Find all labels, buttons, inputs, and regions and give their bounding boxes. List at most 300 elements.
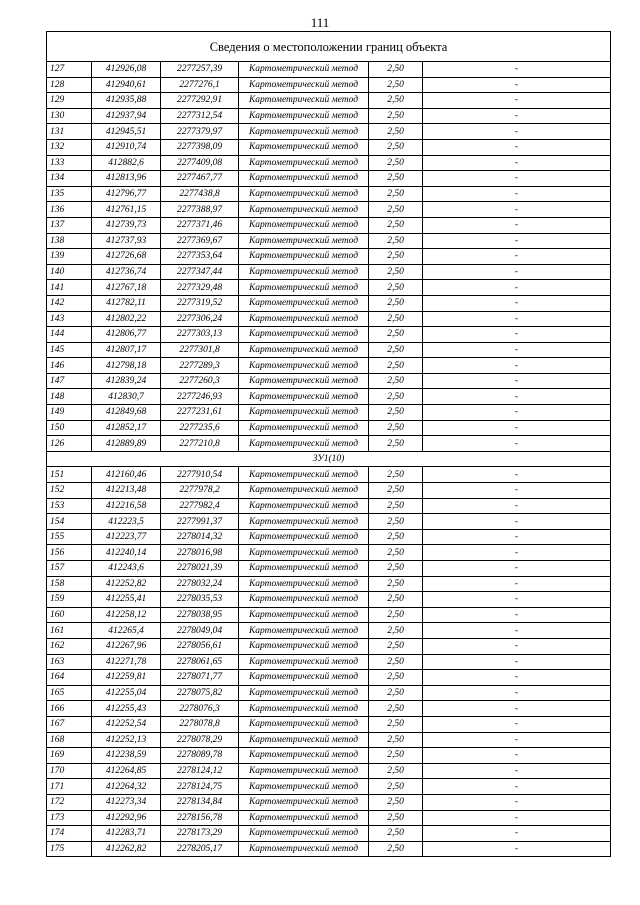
cell-coordinate-y: 2277306,24 xyxy=(161,311,239,327)
cell-coordinate-y: 2277388,97 xyxy=(161,202,239,218)
table-row xyxy=(47,732,611,748)
cell-method: Картометрический метод xyxy=(239,77,369,93)
cell-description: - xyxy=(423,483,611,499)
table-row xyxy=(47,264,611,280)
cell-coordinate-x: 412160,46 xyxy=(92,467,161,483)
cell-point-number: 127 xyxy=(47,62,92,78)
cell-coordinate-x: 412806,77 xyxy=(92,327,161,343)
cell-coordinate-y: 2277301,8 xyxy=(161,342,239,358)
cell-accuracy: 2,50 xyxy=(369,77,423,93)
cell-coordinate-y: 2278124,75 xyxy=(161,779,239,795)
cell-description: - xyxy=(423,607,611,623)
table-row xyxy=(47,623,611,639)
table-row xyxy=(47,685,611,701)
cell-coordinate-x: 412255,43 xyxy=(92,701,161,717)
cell-point-number: 164 xyxy=(47,670,92,686)
cell-point-number: 139 xyxy=(47,249,92,265)
table-row xyxy=(47,716,611,732)
cell-description: - xyxy=(423,654,611,670)
cell-description: - xyxy=(423,732,611,748)
cell-point-number: 144 xyxy=(47,327,92,343)
cell-accuracy: 2,50 xyxy=(369,701,423,717)
cell-coordinate-x: 412937,94 xyxy=(92,108,161,124)
cell-description: - xyxy=(423,405,611,421)
cell-description: - xyxy=(423,794,611,810)
cell-method: Картометрический метод xyxy=(239,342,369,358)
cell-coordinate-x: 412940,61 xyxy=(92,77,161,93)
table-row xyxy=(47,670,611,686)
cell-point-number: 141 xyxy=(47,280,92,296)
cell-point-number: 168 xyxy=(47,732,92,748)
cell-description: - xyxy=(423,171,611,187)
cell-coordinate-y: 2277371,46 xyxy=(161,217,239,233)
cell-coordinate-y: 2277379,97 xyxy=(161,124,239,140)
cell-description: - xyxy=(423,233,611,249)
cell-method: Картометрический метод xyxy=(239,779,369,795)
cell-coordinate-y: 2277210,8 xyxy=(161,436,239,452)
table-row xyxy=(47,436,611,452)
cell-coordinate-y: 2277398,09 xyxy=(161,139,239,155)
section-label: ЗУ1(10) xyxy=(47,451,611,467)
cell-description: - xyxy=(423,810,611,826)
table-row xyxy=(47,810,611,826)
table-row xyxy=(47,186,611,202)
cell-coordinate-x: 412882,6 xyxy=(92,155,161,171)
cell-description: - xyxy=(423,295,611,311)
cell-accuracy: 2,50 xyxy=(369,217,423,233)
table-row xyxy=(47,467,611,483)
cell-method: Картометрический метод xyxy=(239,576,369,592)
cell-method: Картометрический метод xyxy=(239,389,369,405)
cell-description: - xyxy=(423,436,611,452)
table-row xyxy=(47,108,611,124)
cell-method: Картометрический метод xyxy=(239,561,369,577)
cell-coordinate-y: 2277982,4 xyxy=(161,498,239,514)
cell-description: - xyxy=(423,592,611,608)
cell-point-number: 147 xyxy=(47,373,92,389)
cell-coordinate-y: 2277991,37 xyxy=(161,514,239,530)
cell-coordinate-x: 412264,32 xyxy=(92,779,161,795)
cell-method: Картометрический метод xyxy=(239,186,369,202)
cell-coordinate-y: 2277231,61 xyxy=(161,405,239,421)
cell-point-number: 149 xyxy=(47,405,92,421)
cell-coordinate-x: 412292,96 xyxy=(92,810,161,826)
cell-coordinate-x: 412223,5 xyxy=(92,514,161,530)
table-row xyxy=(47,607,611,623)
cell-coordinate-y: 2277260,3 xyxy=(161,373,239,389)
cell-coordinate-y: 2278071,77 xyxy=(161,670,239,686)
cell-coordinate-x: 412767,18 xyxy=(92,280,161,296)
cell-coordinate-y: 2277467,77 xyxy=(161,171,239,187)
cell-description: - xyxy=(423,467,611,483)
table-body xyxy=(47,32,611,857)
table-row xyxy=(47,311,611,327)
cell-coordinate-x: 412830,7 xyxy=(92,389,161,405)
cell-accuracy: 2,50 xyxy=(369,373,423,389)
cell-coordinate-x: 412839,24 xyxy=(92,373,161,389)
cell-coordinate-x: 412223,77 xyxy=(92,529,161,545)
cell-method: Картометрический метод xyxy=(239,841,369,857)
cell-description: - xyxy=(423,342,611,358)
cell-point-number: 165 xyxy=(47,685,92,701)
cell-method: Картометрический метод xyxy=(239,93,369,109)
cell-description: - xyxy=(423,561,611,577)
cell-point-number: 158 xyxy=(47,576,92,592)
cell-accuracy: 2,50 xyxy=(369,514,423,530)
table-row xyxy=(47,171,611,187)
cell-accuracy: 2,50 xyxy=(369,186,423,202)
cell-accuracy: 2,50 xyxy=(369,249,423,265)
cell-method: Картометрический метод xyxy=(239,405,369,421)
cell-method: Картометрический метод xyxy=(239,280,369,296)
cell-coordinate-y: 2278078,29 xyxy=(161,732,239,748)
table-row xyxy=(47,217,611,233)
cell-method: Картометрический метод xyxy=(239,529,369,545)
cell-accuracy: 2,50 xyxy=(369,342,423,358)
cell-method: Картометрический метод xyxy=(239,311,369,327)
cell-point-number: 146 xyxy=(47,358,92,374)
cell-method: Картометрический метод xyxy=(239,810,369,826)
cell-method: Картометрический метод xyxy=(239,592,369,608)
cell-accuracy: 2,50 xyxy=(369,436,423,452)
cell-description: - xyxy=(423,826,611,842)
cell-description: - xyxy=(423,77,611,93)
cell-method: Картометрический метод xyxy=(239,716,369,732)
cell-coordinate-y: 2277276,1 xyxy=(161,77,239,93)
cell-coordinate-y: 2278173,29 xyxy=(161,826,239,842)
cell-description: - xyxy=(423,217,611,233)
cell-coordinate-x: 412910,74 xyxy=(92,139,161,155)
table-row xyxy=(47,529,611,545)
cell-coordinate-x: 412255,04 xyxy=(92,685,161,701)
cell-accuracy: 2,50 xyxy=(369,202,423,218)
cell-method: Картометрический метод xyxy=(239,654,369,670)
cell-point-number: 150 xyxy=(47,420,92,436)
cell-accuracy: 2,50 xyxy=(369,561,423,577)
cell-method: Картометрический метод xyxy=(239,124,369,140)
table-row xyxy=(47,295,611,311)
table-row xyxy=(47,62,611,78)
cell-coordinate-x: 412255,41 xyxy=(92,592,161,608)
cell-description: - xyxy=(423,763,611,779)
cell-description: - xyxy=(423,670,611,686)
cell-description: - xyxy=(423,186,611,202)
cell-method: Картометрический метод xyxy=(239,139,369,155)
cell-point-number: 169 xyxy=(47,748,92,764)
cell-coordinate-x: 412782,11 xyxy=(92,295,161,311)
cell-point-number: 172 xyxy=(47,794,92,810)
cell-description: - xyxy=(423,358,611,374)
table-title: Сведения о местоположении границ объекта xyxy=(47,32,611,62)
cell-point-number: 171 xyxy=(47,779,92,795)
cell-coordinate-x: 412259,81 xyxy=(92,670,161,686)
cell-method: Картометрический метод xyxy=(239,763,369,779)
cell-description: - xyxy=(423,311,611,327)
cell-coordinate-x: 412243,6 xyxy=(92,561,161,577)
cell-accuracy: 2,50 xyxy=(369,545,423,561)
cell-method: Картометрический метод xyxy=(239,701,369,717)
table-row xyxy=(47,763,611,779)
cell-point-number: 167 xyxy=(47,716,92,732)
cell-coordinate-x: 412264,85 xyxy=(92,763,161,779)
cell-coordinate-x: 412798,18 xyxy=(92,358,161,374)
cell-description: - xyxy=(423,514,611,530)
cell-accuracy: 2,50 xyxy=(369,826,423,842)
cell-description: - xyxy=(423,748,611,764)
cell-point-number: 161 xyxy=(47,623,92,639)
cell-coordinate-x: 412262,82 xyxy=(92,841,161,857)
cell-description: - xyxy=(423,93,611,109)
cell-accuracy: 2,50 xyxy=(369,155,423,171)
cell-description: - xyxy=(423,327,611,343)
cell-coordinate-x: 412935,88 xyxy=(92,93,161,109)
cell-accuracy: 2,50 xyxy=(369,841,423,857)
cell-method: Картометрический метод xyxy=(239,467,369,483)
cell-description: - xyxy=(423,701,611,717)
cell-method: Картометрический метод xyxy=(239,217,369,233)
cell-point-number: 128 xyxy=(47,77,92,93)
cell-point-number: 129 xyxy=(47,93,92,109)
cell-method: Картометрический метод xyxy=(239,373,369,389)
cell-coordinate-y: 2277303,13 xyxy=(161,327,239,343)
cell-coordinate-y: 2277292,91 xyxy=(161,93,239,109)
cell-point-number: 148 xyxy=(47,389,92,405)
cell-point-number: 142 xyxy=(47,295,92,311)
cell-coordinate-y: 2278089,78 xyxy=(161,748,239,764)
section-row xyxy=(47,451,611,467)
cell-coordinate-x: 412761,15 xyxy=(92,202,161,218)
cell-point-number: 162 xyxy=(47,638,92,654)
cell-method: Картометрический метод xyxy=(239,327,369,343)
cell-coordinate-y: 2278056,61 xyxy=(161,638,239,654)
cell-point-number: 140 xyxy=(47,264,92,280)
cell-description: - xyxy=(423,202,611,218)
cell-description: - xyxy=(423,280,611,296)
table-row xyxy=(47,373,611,389)
cell-accuracy: 2,50 xyxy=(369,93,423,109)
cell-accuracy: 2,50 xyxy=(369,654,423,670)
cell-method: Картометрический метод xyxy=(239,623,369,639)
cell-description: - xyxy=(423,139,611,155)
cell-coordinate-x: 412267,96 xyxy=(92,638,161,654)
cell-coordinate-x: 412737,93 xyxy=(92,233,161,249)
cell-point-number: 134 xyxy=(47,171,92,187)
cell-method: Картометрический метод xyxy=(239,732,369,748)
cell-accuracy: 2,50 xyxy=(369,670,423,686)
table-row xyxy=(47,576,611,592)
cell-accuracy: 2,50 xyxy=(369,810,423,826)
table-row xyxy=(47,701,611,717)
table-row xyxy=(47,202,611,218)
cell-accuracy: 2,50 xyxy=(369,607,423,623)
table-row xyxy=(47,342,611,358)
cell-coordinate-y: 2278156,78 xyxy=(161,810,239,826)
cell-accuracy: 2,50 xyxy=(369,732,423,748)
table-row xyxy=(47,77,611,93)
cell-coordinate-x: 412252,13 xyxy=(92,732,161,748)
cell-accuracy: 2,50 xyxy=(369,576,423,592)
cell-point-number: 155 xyxy=(47,529,92,545)
cell-accuracy: 2,50 xyxy=(369,405,423,421)
cell-point-number: 173 xyxy=(47,810,92,826)
cell-point-number: 170 xyxy=(47,763,92,779)
cell-accuracy: 2,50 xyxy=(369,779,423,795)
cell-method: Картометрический метод xyxy=(239,436,369,452)
cell-coordinate-x: 412926,08 xyxy=(92,62,161,78)
cell-accuracy: 2,50 xyxy=(369,358,423,374)
cell-coordinate-x: 412726,68 xyxy=(92,249,161,265)
cell-description: - xyxy=(423,498,611,514)
cell-method: Картометрический метод xyxy=(239,233,369,249)
cell-description: - xyxy=(423,685,611,701)
page-number: 111 xyxy=(310,15,330,30)
cell-coordinate-y: 2277369,67 xyxy=(161,233,239,249)
cell-coordinate-y: 2278014,32 xyxy=(161,529,239,545)
cell-point-number: 156 xyxy=(47,545,92,561)
cell-accuracy: 2,50 xyxy=(369,685,423,701)
table-row xyxy=(47,638,611,654)
cell-point-number: 154 xyxy=(47,514,92,530)
cell-point-number: 152 xyxy=(47,483,92,499)
cell-point-number: 163 xyxy=(47,654,92,670)
cell-coordinate-x: 412796,77 xyxy=(92,186,161,202)
cell-accuracy: 2,50 xyxy=(369,264,423,280)
cell-coordinate-y: 2277246,93 xyxy=(161,389,239,405)
cell-coordinate-x: 412283,71 xyxy=(92,826,161,842)
cell-coordinate-x: 412807,17 xyxy=(92,342,161,358)
cell-coordinate-y: 2277319,52 xyxy=(161,295,239,311)
cell-coordinate-x: 412273,34 xyxy=(92,794,161,810)
cell-coordinate-x: 412252,54 xyxy=(92,716,161,732)
cell-accuracy: 2,50 xyxy=(369,498,423,514)
cell-description: - xyxy=(423,124,611,140)
cell-accuracy: 2,50 xyxy=(369,62,423,78)
cell-method: Картометрический метод xyxy=(239,545,369,561)
cell-coordinate-x: 412852,17 xyxy=(92,420,161,436)
cell-point-number: 130 xyxy=(47,108,92,124)
cell-method: Картометрический метод xyxy=(239,108,369,124)
table-row xyxy=(47,841,611,857)
table-row xyxy=(47,139,611,155)
cell-coordinate-y: 2278016,98 xyxy=(161,545,239,561)
cell-method: Картометрический метод xyxy=(239,171,369,187)
table-row xyxy=(47,155,611,171)
table-row xyxy=(47,358,611,374)
cell-description: - xyxy=(423,62,611,78)
cell-method: Картометрический метод xyxy=(239,794,369,810)
cell-accuracy: 2,50 xyxy=(369,139,423,155)
table-row xyxy=(47,93,611,109)
cell-point-number: 137 xyxy=(47,217,92,233)
cell-point-number: 143 xyxy=(47,311,92,327)
table-row xyxy=(47,483,611,499)
cell-coordinate-y: 2278032,24 xyxy=(161,576,239,592)
cell-method: Картометрический метод xyxy=(239,295,369,311)
table-row xyxy=(47,654,611,670)
cell-coordinate-x: 412240,14 xyxy=(92,545,161,561)
cell-point-number: 138 xyxy=(47,233,92,249)
table-row xyxy=(47,561,611,577)
cell-coordinate-x: 412238,59 xyxy=(92,748,161,764)
table-row xyxy=(47,420,611,436)
cell-coordinate-y: 2278038,95 xyxy=(161,607,239,623)
cell-description: - xyxy=(423,529,611,545)
cell-description: - xyxy=(423,841,611,857)
cell-accuracy: 2,50 xyxy=(369,716,423,732)
cell-coordinate-x: 412945,51 xyxy=(92,124,161,140)
table-row xyxy=(47,514,611,530)
cell-accuracy: 2,50 xyxy=(369,748,423,764)
cell-coordinate-x: 412216,58 xyxy=(92,498,161,514)
cell-accuracy: 2,50 xyxy=(369,623,423,639)
cell-point-number: 153 xyxy=(47,498,92,514)
cell-accuracy: 2,50 xyxy=(369,124,423,140)
cell-coordinate-y: 2277347,44 xyxy=(161,264,239,280)
cell-description: - xyxy=(423,249,611,265)
cell-coordinate-y: 2277289,3 xyxy=(161,358,239,374)
cell-coordinate-y: 2278021,39 xyxy=(161,561,239,577)
cell-point-number: 174 xyxy=(47,826,92,842)
cell-point-number: 135 xyxy=(47,186,92,202)
cell-point-number: 159 xyxy=(47,592,92,608)
cell-coordinate-x: 412213,48 xyxy=(92,483,161,499)
cell-method: Картометрический метод xyxy=(239,670,369,686)
cell-method: Картометрический метод xyxy=(239,826,369,842)
cell-coordinate-y: 2278134,84 xyxy=(161,794,239,810)
cell-coordinate-y: 2277353,64 xyxy=(161,249,239,265)
table-row xyxy=(47,545,611,561)
cell-coordinate-y: 2277235,6 xyxy=(161,420,239,436)
cell-method: Картометрический метод xyxy=(239,358,369,374)
boundary-coordinates-table xyxy=(46,31,611,857)
table-row xyxy=(47,124,611,140)
cell-coordinate-x: 412265,4 xyxy=(92,623,161,639)
table-row xyxy=(47,826,611,842)
cell-point-number: 133 xyxy=(47,155,92,171)
cell-coordinate-y: 2278075,82 xyxy=(161,685,239,701)
cell-point-number: 126 xyxy=(47,436,92,452)
cell-point-number: 175 xyxy=(47,841,92,857)
cell-description: - xyxy=(423,420,611,436)
cell-coordinate-y: 2277257,39 xyxy=(161,62,239,78)
cell-coordinate-x: 412736,74 xyxy=(92,264,161,280)
cell-accuracy: 2,50 xyxy=(369,592,423,608)
cell-method: Картометрический метод xyxy=(239,420,369,436)
cell-description: - xyxy=(423,373,611,389)
cell-description: - xyxy=(423,576,611,592)
cell-accuracy: 2,50 xyxy=(369,529,423,545)
table-row xyxy=(47,592,611,608)
table-row xyxy=(47,405,611,421)
cell-accuracy: 2,50 xyxy=(369,467,423,483)
cell-coordinate-y: 2278049,04 xyxy=(161,623,239,639)
cell-accuracy: 2,50 xyxy=(369,327,423,343)
cell-method: Картометрический метод xyxy=(239,483,369,499)
cell-point-number: 132 xyxy=(47,139,92,155)
cell-coordinate-y: 2278124,12 xyxy=(161,763,239,779)
table-row xyxy=(47,779,611,795)
cell-point-number: 145 xyxy=(47,342,92,358)
cell-description: - xyxy=(423,779,611,795)
cell-accuracy: 2,50 xyxy=(369,483,423,499)
cell-method: Картометрический метод xyxy=(239,607,369,623)
cell-coordinate-x: 412258,12 xyxy=(92,607,161,623)
cell-accuracy: 2,50 xyxy=(369,638,423,654)
cell-coordinate-y: 2277978,2 xyxy=(161,483,239,499)
cell-point-number: 136 xyxy=(47,202,92,218)
cell-accuracy: 2,50 xyxy=(369,389,423,405)
cell-coordinate-x: 412252,82 xyxy=(92,576,161,592)
